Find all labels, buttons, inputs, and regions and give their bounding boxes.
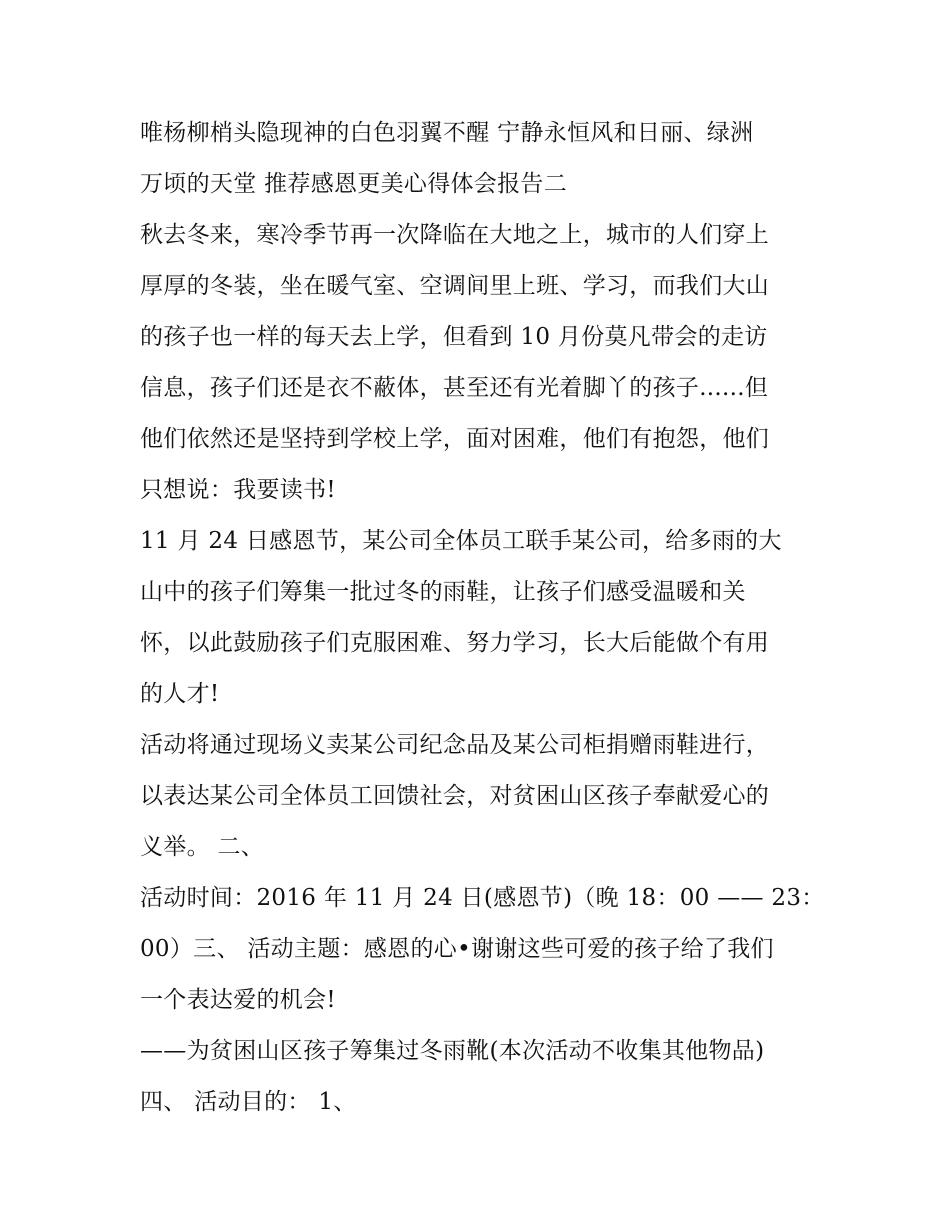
text-line: 秋去冬来，寒冷季节再一次降临在大地之上，城市的人们穿上 (140, 222, 770, 248)
document-body (140, 108, 830, 1128)
text-line: 活动时间：2016 年 11 月 24 日(感恩节)（晚 18：00 —— 23： (140, 885, 825, 911)
text-line: 11 月 24 日感恩节，某公司全体员工联手某公司，给多雨的大 (140, 528, 782, 554)
text-line: 他们依然还是坚持到学校上学，面对困难，他们有抱怨，他们 (140, 426, 770, 452)
text-line: 厚厚的冬装，坐在暖气室、空调间里上班、学习，而我们大山 (140, 273, 770, 299)
text-line: 的人才! (140, 681, 220, 707)
text-line: 山中的孩子们筹集一批过冬的雨鞋，让孩子们感受温暖和关 (140, 579, 746, 605)
text-line: 以表达某公司全体员工回馈社会，对贫困山区孩子奉献爱心的 (140, 783, 770, 809)
text-line: 活动将通过现场义卖某公司纪念品及某公司柜捐赠雨鞋进行， (140, 732, 770, 758)
text-line: 义举。 二、 (140, 834, 265, 860)
text-line: 信息，孩子们还是衣不蔽体，甚至还有光着脚丫的孩子......但 (140, 375, 769, 401)
text-line: 怀，以此鼓励孩子们克服困难、努力学习，长大后能做个有用 (140, 630, 770, 656)
text-line: 只想说：我要读书! (140, 477, 336, 503)
text-line: 四、 活动目的： 1、 (140, 1089, 357, 1115)
text-line: 万顷的天堂 推荐感恩更美心得体会报告二 (140, 171, 568, 197)
text-line: 唯杨柳梢头隐现神的白色羽翼不醒 宁静永恒风和日丽、绿洲 (140, 120, 754, 146)
text-line: 一个表达爱的机会! (140, 987, 336, 1013)
text-line: 00）三、 活动主题：感恩的心•谢谢这些可爱的孩子给了我们 (140, 936, 774, 962)
text-line: ——为贫困山区孩子筹集过冬雨靴(本次活动不收集其他物品) (140, 1038, 765, 1064)
text-line: 的孩子也一样的每天去上学，但看到 10 月份莫凡带会的走访 (140, 324, 768, 350)
